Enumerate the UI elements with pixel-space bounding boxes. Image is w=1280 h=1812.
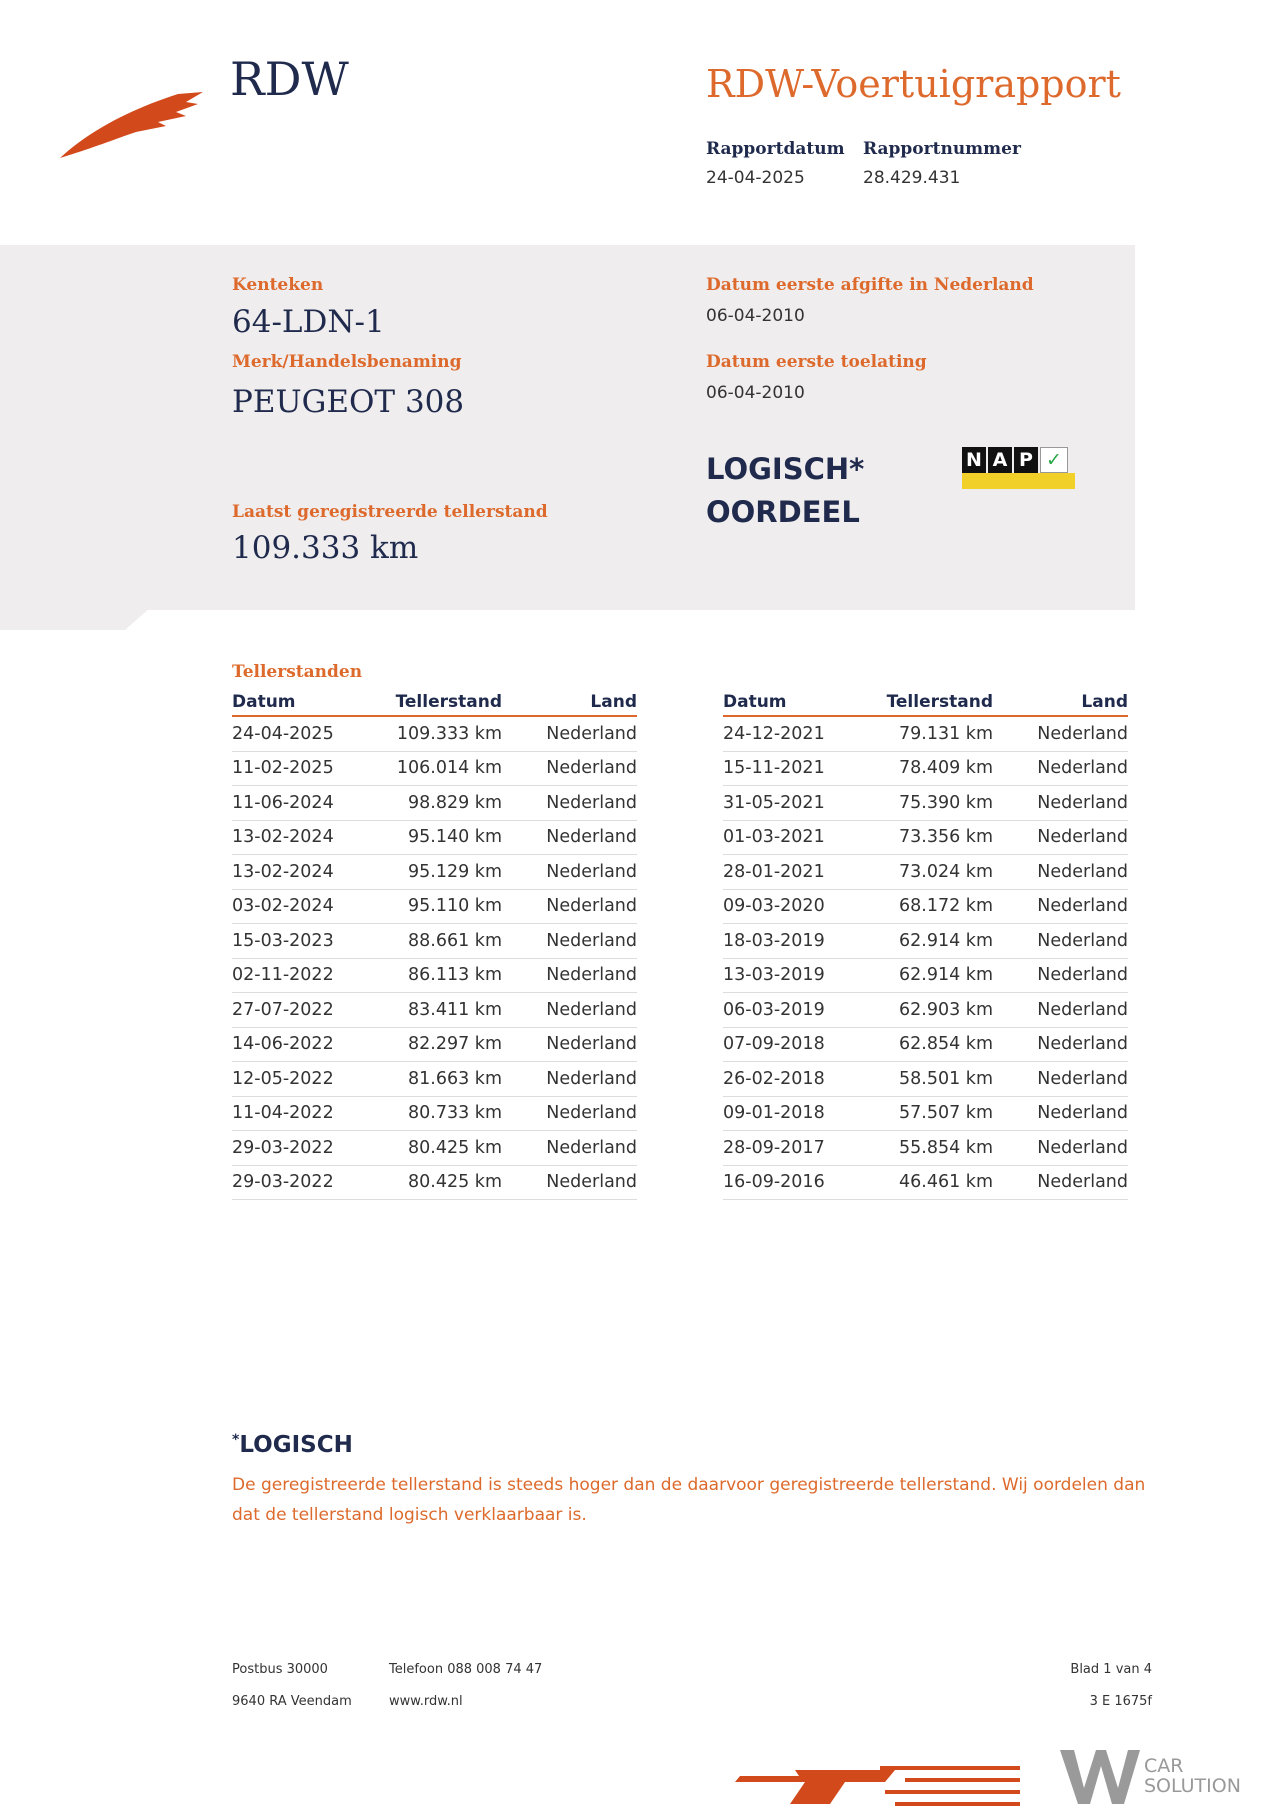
nap-badge-underline — [962, 473, 1075, 489]
table-row — [232, 1062, 637, 1097]
table-row — [723, 752, 1128, 787]
oordeel-line1: LOGISCH* — [706, 452, 865, 486]
oordeel-line2: OORDEEL — [706, 495, 860, 529]
footer-website[interactable]: www.rdw.nl — [389, 1694, 463, 1709]
cell-tellerstand: 82.297 km — [408, 1034, 502, 1055]
table-row — [723, 1097, 1128, 1132]
note-text-line2: dat de tellerstand logisch verklaarbaar is. — [232, 1505, 587, 1525]
cell-tellerstand: 75.390 km — [899, 792, 993, 813]
cell-tellerstand: 95.140 km — [408, 827, 502, 848]
cell-tellerstand: 62.903 km — [899, 999, 993, 1020]
cell-tellerstand: 81.663 km — [408, 1068, 502, 1089]
cell-tellerstand: 80.425 km — [408, 1172, 502, 1193]
cell-tellerstand: 95.110 km — [408, 896, 502, 917]
cell-land: Nederland — [1037, 999, 1128, 1020]
cell-land: Nederland — [546, 861, 637, 882]
cell-datum: 07-09-2018 — [723, 1034, 825, 1055]
cell-land: Nederland — [1037, 930, 1128, 951]
table-row — [232, 855, 637, 890]
cell-datum: 15-11-2021 — [723, 758, 825, 779]
cell-datum: 29-03-2022 — [232, 1137, 334, 1158]
cell-land: Nederland — [546, 792, 637, 813]
watermark-car: CAR — [1144, 1755, 1184, 1777]
col-datum: Datum — [232, 692, 296, 712]
toelating-value: 06-04-2010 — [706, 383, 805, 403]
cell-land: Nederland — [546, 1068, 637, 1089]
table-header — [232, 692, 637, 717]
cell-datum: 03-02-2024 — [232, 896, 334, 917]
footer-city: 9640 RA Veendam — [232, 1694, 352, 1709]
cell-tellerstand: 62.914 km — [899, 930, 993, 951]
cell-land: Nederland — [1037, 1034, 1128, 1055]
checkmark-icon: ✓ — [1040, 447, 1068, 473]
cell-tellerstand: 80.733 km — [408, 1103, 502, 1124]
table-row — [232, 717, 637, 752]
table-row — [232, 890, 637, 925]
cell-tellerstand: 68.172 km — [899, 896, 993, 917]
cell-land: Nederland — [546, 896, 637, 917]
cell-tellerstand: 57.507 km — [899, 1103, 993, 1124]
tellerstanden-table-right — [723, 692, 1128, 1200]
cell-tellerstand: 109.333 km — [396, 723, 502, 744]
cell-land: Nederland — [546, 1172, 637, 1193]
cell-tellerstand: 73.024 km — [899, 861, 993, 882]
vehicle-summary-panel — [0, 245, 1135, 610]
table-body — [232, 717, 637, 1200]
cell-tellerstand: 80.425 km — [408, 1137, 502, 1158]
cell-land: Nederland — [1037, 792, 1128, 813]
cell-land: Nederland — [546, 758, 637, 779]
cell-land: Nederland — [546, 827, 637, 848]
table-row — [232, 821, 637, 856]
cell-datum: 11-06-2024 — [232, 792, 334, 813]
report-title: RDW-Voertuigrapport — [706, 62, 1121, 106]
brand-name: RDW — [230, 52, 349, 106]
note-marker: * — [232, 1432, 240, 1448]
cell-datum: 06-03-2019 — [723, 999, 825, 1020]
cell-datum: 12-05-2022 — [232, 1068, 334, 1089]
note-text-line1: De geregistreerde tellerstand is steeds hoger dan de daarvoor geregistreerde tellerstand. Wij oordelen dan — [232, 1475, 1146, 1495]
table-row — [723, 993, 1128, 1028]
footer-code: 3 E 1675f — [1089, 1694, 1152, 1709]
cell-tellerstand: 106.014 km — [396, 758, 502, 779]
cell-tellerstand: 79.131 km — [899, 723, 993, 744]
col-land: Land — [1081, 692, 1128, 712]
watermark-solution: SOLUTION — [1144, 1775, 1241, 1797]
table-row — [723, 890, 1128, 925]
cell-datum: 15-03-2023 — [232, 930, 334, 951]
speed-stripes-icon — [735, 1762, 1025, 1812]
table-row — [232, 924, 637, 959]
cell-tellerstand: 86.113 km — [408, 965, 502, 986]
footer-page: Blad 1 van 4 — [1070, 1662, 1152, 1677]
cell-datum: 14-06-2022 — [232, 1034, 334, 1055]
col-tellerstand: Tellerstand — [886, 692, 993, 712]
cell-datum: 24-12-2021 — [723, 723, 825, 744]
table-row — [723, 855, 1128, 890]
cell-land: Nederland — [1037, 758, 1128, 779]
cell-tellerstand: 62.914 km — [899, 965, 993, 986]
table-row — [232, 752, 637, 787]
cell-land: Nederland — [546, 930, 637, 951]
cell-land: Nederland — [546, 723, 637, 744]
cell-datum: 29-03-2022 — [232, 1172, 334, 1193]
col-land: Land — [590, 692, 637, 712]
cell-land: Nederland — [1037, 1068, 1128, 1089]
cell-datum: 13-03-2019 — [723, 965, 825, 986]
cell-datum: 09-01-2018 — [723, 1103, 825, 1124]
tellerstand-value: 109.333 km — [232, 530, 419, 566]
tellerstanden-title: Tellerstanden — [232, 662, 363, 682]
note-title-wrap — [232, 1432, 353, 1458]
rapportdatum-label: Rapportdatum — [706, 139, 845, 159]
footer-postbus: Postbus 30000 — [232, 1662, 328, 1677]
cell-land: Nederland — [1037, 861, 1128, 882]
nap-badge — [962, 447, 1070, 473]
cell-tellerstand: 83.411 km — [408, 999, 502, 1020]
cell-datum: 02-11-2022 — [232, 965, 334, 986]
panel-notch-shape — [0, 608, 160, 638]
cell-tellerstand: 73.356 km — [899, 827, 993, 848]
cell-datum: 16-09-2016 — [723, 1172, 825, 1193]
table-row — [232, 1166, 637, 1201]
table-row — [723, 786, 1128, 821]
cell-datum: 27-07-2022 — [232, 999, 334, 1020]
cell-datum: 09-03-2020 — [723, 896, 825, 917]
cell-land: Nederland — [1037, 827, 1128, 848]
col-datum: Datum — [723, 692, 787, 712]
cell-datum: 18-03-2019 — [723, 930, 825, 951]
cell-tellerstand: 88.661 km — [408, 930, 502, 951]
merk-value: PEUGEOT 308 — [232, 384, 465, 420]
kenteken-label: Kenteken — [232, 275, 324, 295]
cell-tellerstand: 98.829 km — [408, 792, 502, 813]
cell-land: Nederland — [1037, 965, 1128, 986]
cell-datum: 28-09-2017 — [723, 1137, 825, 1158]
car-solution-logo-icon — [1060, 1748, 1140, 1806]
cell-tellerstand: 58.501 km — [899, 1068, 993, 1089]
table-row — [723, 1166, 1128, 1201]
rapportnummer-label: Rapportnummer — [863, 139, 1021, 159]
cell-land: Nederland — [546, 999, 637, 1020]
nap-letter-p: P — [1014, 447, 1038, 473]
rdw-logo-icon — [58, 82, 208, 162]
table-row — [723, 1028, 1128, 1063]
toelating-label: Datum eerste toelating — [706, 352, 927, 372]
cell-land: Nederland — [1037, 896, 1128, 917]
kenteken-value: 64-LDN-1 — [232, 304, 385, 340]
cell-tellerstand: 78.409 km — [899, 758, 993, 779]
cell-land: Nederland — [546, 1034, 637, 1055]
cell-datum: 24-04-2025 — [232, 723, 334, 744]
cell-land: Nederland — [546, 1103, 637, 1124]
col-tellerstand: Tellerstand — [395, 692, 502, 712]
table-row — [723, 821, 1128, 856]
cell-tellerstand: 62.854 km — [899, 1034, 993, 1055]
cell-datum: 11-04-2022 — [232, 1103, 334, 1124]
table-row — [232, 1131, 637, 1166]
table-row — [723, 1062, 1128, 1097]
cell-land: Nederland — [546, 1137, 637, 1158]
cell-tellerstand: 46.461 km — [899, 1172, 993, 1193]
cell-land: Nederland — [1037, 723, 1128, 744]
cell-tellerstand: 95.129 km — [408, 861, 502, 882]
cell-datum: 28-01-2021 — [723, 861, 825, 882]
cell-datum: 13-02-2024 — [232, 861, 334, 882]
cell-land: Nederland — [1037, 1103, 1128, 1124]
tellerstanden-table-left — [232, 692, 637, 1200]
cell-datum: 31-05-2021 — [723, 792, 825, 813]
cell-datum: 26-02-2018 — [723, 1068, 825, 1089]
note-text — [232, 1470, 1162, 1530]
rapportdatum-value: 24-04-2025 — [706, 168, 805, 188]
table-row — [232, 786, 637, 821]
table-row — [232, 959, 637, 994]
cell-land: Nederland — [546, 965, 637, 986]
tellerstand-label: Laatst geregistreerde tellerstand — [232, 502, 548, 522]
cell-datum: 01-03-2021 — [723, 827, 825, 848]
cell-datum: 11-02-2025 — [232, 758, 334, 779]
table-row — [723, 924, 1128, 959]
cell-land: Nederland — [1037, 1172, 1128, 1193]
afgifte-value: 06-04-2010 — [706, 306, 805, 326]
cell-land: Nederland — [1037, 1137, 1128, 1158]
car-solution-wordmark — [1144, 1756, 1241, 1796]
table-header — [723, 692, 1128, 717]
table-row — [232, 1097, 637, 1132]
table-row — [723, 717, 1128, 752]
table-row — [723, 1131, 1128, 1166]
table-row — [723, 959, 1128, 994]
nap-letter-n: N — [962, 447, 986, 473]
afgifte-label: Datum eerste afgifte in Nederland — [706, 275, 1034, 295]
merk-label: Merk/Handelsbenaming — [232, 352, 462, 372]
table-body — [723, 717, 1128, 1200]
note-title: LOGISCH — [239, 1432, 353, 1458]
table-row — [232, 993, 637, 1028]
nap-letter-a: A — [988, 447, 1012, 473]
table-row — [232, 1028, 637, 1063]
cell-datum: 13-02-2024 — [232, 827, 334, 848]
cell-tellerstand: 55.854 km — [899, 1137, 993, 1158]
rapportnummer-value: 28.429.431 — [863, 168, 961, 188]
footer-telefoon: Telefoon 088 008 74 47 — [389, 1662, 543, 1677]
